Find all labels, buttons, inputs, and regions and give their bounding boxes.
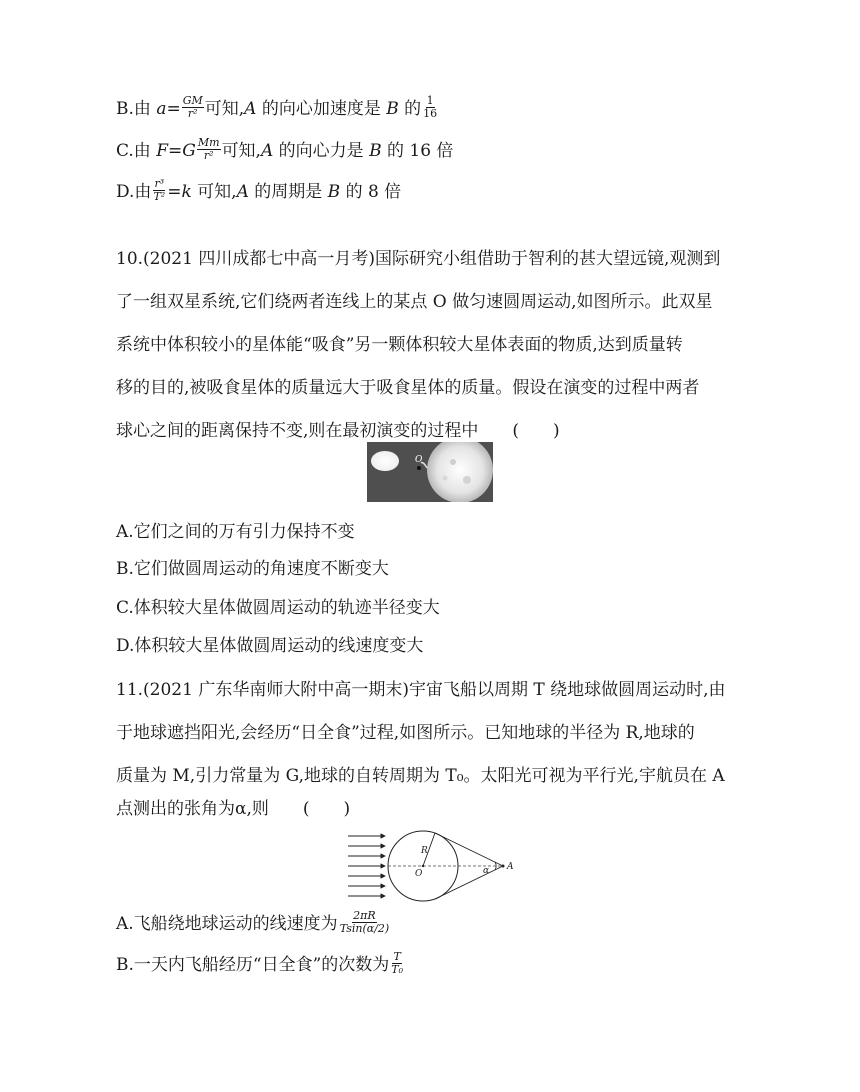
fraction-t-t0 (390, 951, 404, 976)
q10-option-d: D.体积较大星体做圆周运动的线速度变大 (116, 636, 424, 656)
q11-stem-line-1: 11.(2021 广东华南师大附中高一期末)宇宙飞船以周期 T 绕地球做圆周运动时,由 (116, 680, 726, 700)
large-star (427, 442, 493, 502)
q10-stem-line-2: 了一组双星系统,它们绕两者连线上的某点 O 做匀速圆周运动,如图所示。此双星 (116, 292, 713, 312)
text: 的 8 倍 (345, 182, 402, 202)
center-point-o (417, 466, 421, 470)
den: 16 (423, 107, 438, 120)
q11-stem-line-4: 点测出的张角为α,则 ( ) (116, 799, 351, 819)
text: 可知, (221, 141, 261, 161)
num: 1 (426, 94, 434, 107)
q10-option-a: A.它们之间的万有引力保持不变 (116, 522, 355, 542)
var-A: A (260, 141, 274, 161)
text: 的 (404, 99, 422, 119)
var-B: B (369, 141, 382, 161)
den: Tsin(α/2) (339, 922, 390, 935)
q11-stem-line-2: 于地球遮挡阳光,会经历“日全食”过程,如图所示。已知地球的半径为 R,地球的 (116, 723, 695, 743)
q11-option-a (116, 909, 391, 937)
tangent-lower (435, 866, 503, 899)
text: 可知, (204, 99, 245, 119)
q10-stem-line-3: 系统中体积较小的星体能“吸食”另一颗体积较大星体表面的物质,达到质量转 (116, 335, 683, 355)
point-a (502, 865, 505, 868)
text: A.飞船绕地球运动的线速度为 (116, 914, 338, 934)
num: T (393, 950, 401, 963)
eq: = (167, 182, 182, 202)
var-a: a (156, 99, 167, 119)
text: 的周期是 (254, 182, 328, 202)
label-a: A (507, 862, 514, 872)
num: r³ (154, 177, 165, 190)
label-alpha: α (483, 866, 490, 876)
text: 的向心加速度是 (261, 99, 387, 119)
num: Mm (197, 136, 220, 149)
text: 的向心力是 (278, 141, 370, 161)
den: r² (187, 107, 198, 120)
fraction-gm-r2 (182, 95, 204, 120)
den: r² (203, 149, 214, 162)
fraction-r3-t2 (152, 178, 166, 203)
q9-option-d (116, 177, 402, 205)
q11-option-b (116, 950, 405, 978)
var-k: k (181, 182, 192, 202)
fraction-velocity (339, 910, 391, 935)
var-G: G (182, 141, 196, 161)
var-B: B (327, 182, 341, 202)
small-star (371, 451, 399, 471)
var-A: A (236, 182, 249, 202)
num: GM (182, 94, 203, 107)
q10-option-c: C.体积较大星体做圆周运动的轨迹半径变大 (116, 598, 440, 618)
den: T₀ (391, 963, 404, 976)
text: C.由 (116, 141, 157, 161)
text: B.由 (116, 99, 157, 119)
text: 的 16 倍 (386, 141, 454, 161)
text: B.一天内飞船经历“日全食”的次数为 (116, 955, 390, 975)
text: 可知, (197, 182, 237, 202)
den: T² (153, 190, 166, 203)
var-A: A (244, 99, 257, 119)
eclipse-diagram (343, 828, 518, 903)
label-o: O (415, 455, 423, 465)
num: 2πR (353, 909, 376, 922)
q9-option-c (116, 136, 454, 164)
q11-stem-line-3: 质量为 M,引力常量为 G,地球的自转周期为 T₀。太阳光可视为平行光,宇航员在 A (116, 766, 725, 786)
eq: = (168, 141, 183, 161)
label-r: R (421, 846, 428, 856)
tangent-upper (435, 833, 503, 866)
q10-stem-line-5: 球心之间的距离保持不变,则在最初演变的过程中 ( ) (116, 421, 560, 441)
fraction-1-16 (422, 95, 438, 120)
q9-option-b (116, 94, 439, 122)
fraction-mm-r2 (197, 137, 221, 162)
q10-option-b: B.它们做圆周运动的角速度不断变大 (116, 559, 389, 579)
sunlight-arrows (348, 836, 385, 896)
label-o: O (415, 869, 423, 879)
var-B: B (386, 99, 399, 119)
var-F: F (156, 141, 169, 161)
q10-stem-line-1: 10.(2021 四川成都七中高一月考)国际研究小组借助于智利的甚大望远镜,观测到 (116, 249, 721, 269)
text: D.由 (116, 182, 152, 202)
binary-star-figure (367, 442, 493, 502)
binary-star-image (367, 442, 493, 502)
q10-stem-line-4: 移的目的,被吸食星体的质量远大于吸食星体的质量。假设在演变的过程中两者 (116, 378, 700, 398)
eq: = (166, 99, 181, 119)
eclipse-figure (343, 828, 518, 903)
